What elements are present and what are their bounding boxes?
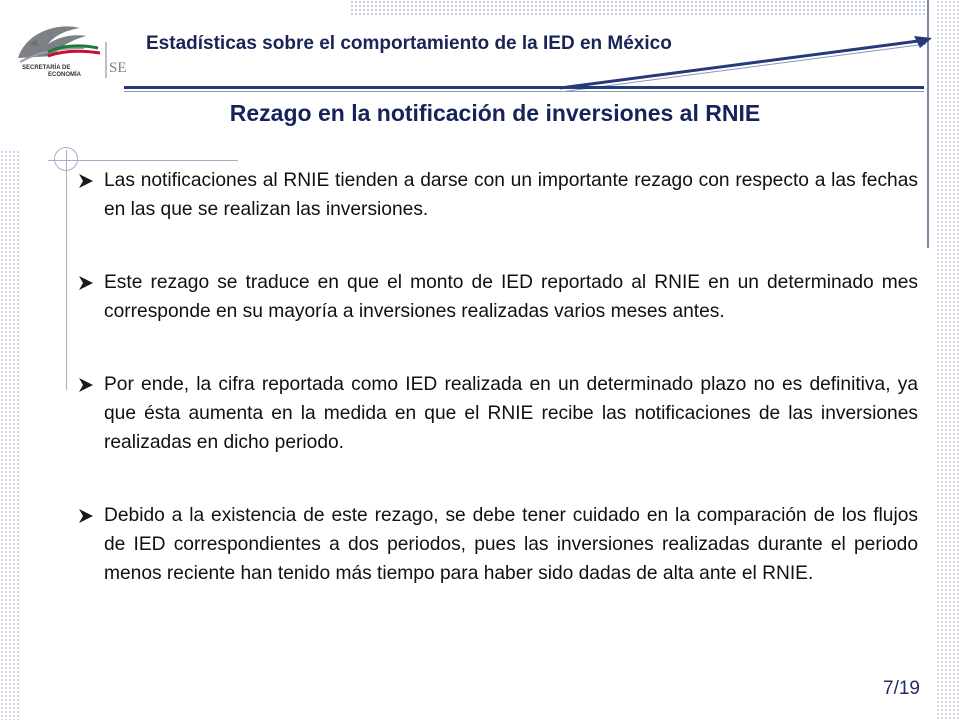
secretaria-economia-logo [8, 18, 126, 82]
bullet-item [76, 501, 918, 588]
arrowhead-bullet-icon [78, 508, 94, 524]
decorative-stripe-left [0, 150, 20, 720]
bullet-item [76, 268, 918, 326]
bullet-text: Por ende, la cifra reportada como IED realizada en un determinado plazo no es definitiva, ya que ésta aumenta en la medida en que el RNIE recibe las notificaciones de las inversiones realizadas en dicho periodo. [104, 374, 918, 453]
logo-text-line-2: ECONOMÍA [48, 72, 81, 78]
bullet-text: Las notificaciones al RNIE tienden a darse con un importante rezago con respecto a las fechas en las que se realizan las inversiones. [104, 170, 918, 220]
bullet-text: Este rezago se traduce en que el monto de IED reportado al RNIE en un determinado mes corresponde en su mayoría a inversiones realizadas varios meses antes. [104, 272, 918, 322]
slide-title: Rezago en la notificación de inversiones al RNIE [229, 100, 761, 126]
arrowhead-bullet-icon [78, 173, 94, 189]
header-title: Estadísticas sobre el comportamiento de la IED en México [146, 33, 672, 54]
logo-text-line-1: SECRETARÍA DE [22, 65, 71, 71]
header-rule-thin [124, 91, 924, 92]
decorative-stripe-top [350, 0, 930, 16]
logo-text-se: SE [109, 60, 126, 76]
bullet-item [76, 370, 918, 457]
decorative-circle [54, 147, 78, 171]
eagle-seal-logo-icon [8, 18, 126, 82]
decorative-vertical-line-left [66, 150, 67, 390]
arrowhead-bullet-icon [78, 275, 94, 291]
page-number: 7/19 [883, 678, 920, 699]
bullet-text: Debido a la existencia de este rezago, se debe tener cuidado en la comparación de los flujos de IED correspondientes a dos periodos, pues las inversiones realizadas durante el periodo menos reciente han tenido más tiempo para haber sido dadas de alta ante el RNIE. [104, 505, 918, 584]
arrowhead-bullet-icon [78, 377, 94, 393]
bullet-item [76, 166, 918, 224]
bullet-list [76, 166, 918, 588]
arrow-right-icon [560, 28, 936, 92]
header-rule [124, 86, 924, 89]
